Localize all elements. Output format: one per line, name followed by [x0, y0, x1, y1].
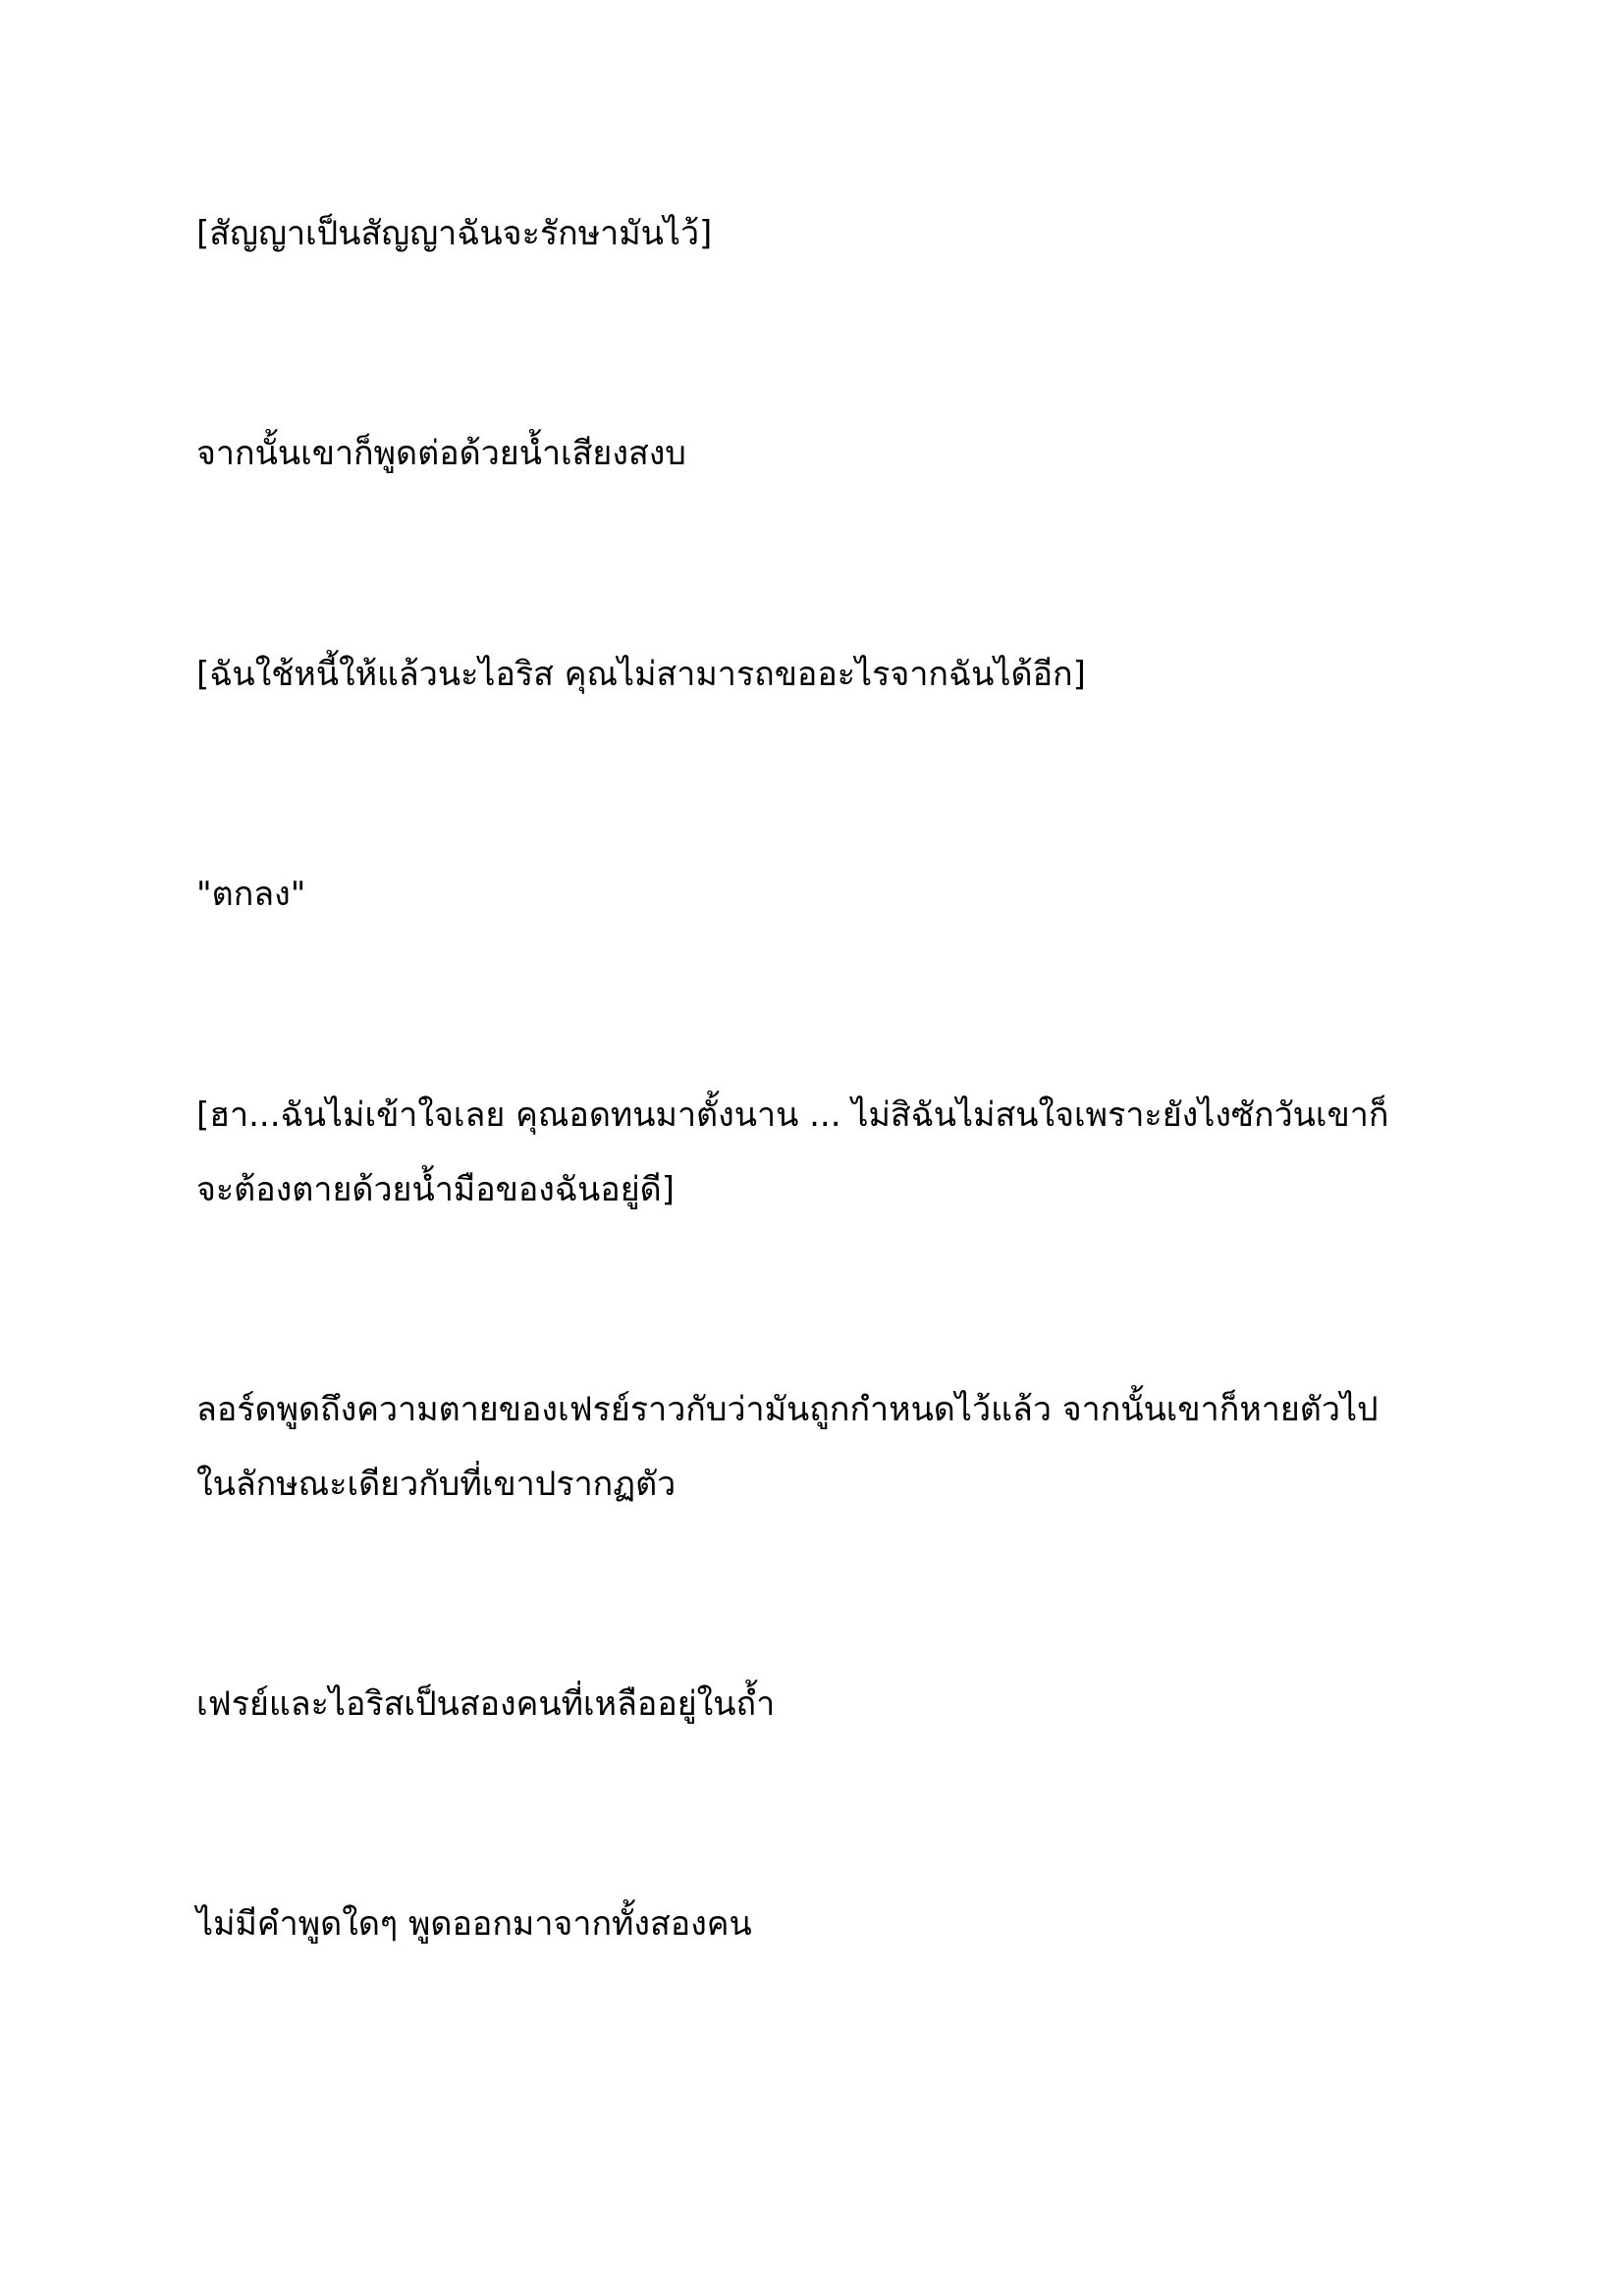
paragraph-7 [196, 1667, 1443, 1741]
text-line: ในลักษณะเดียวกับที่เขาปรากฏตัว [196, 1465, 677, 1504]
text-line: [สัญญาเป็นสัญญาฉันจะรักษามันไว้] [196, 214, 713, 253]
paragraph-4 [196, 857, 1443, 932]
text-line: "ตกลง" [196, 875, 306, 914]
text-line: จากนั้นเขาก็พูดต่อด้วยน้ำเสียงสงบ [196, 434, 686, 473]
text-line: จะต้องตายด้วยน้ำมือของฉันอยู่ดี] [196, 1170, 675, 1209]
text-line: [ฉันใช้หนี้ให้แล้วนะไอริส คุณไม่สามารถขออะไรจากฉันได้อีก] [196, 655, 1086, 694]
paragraph-1 [196, 196, 1443, 271]
text-line: ลอร์ดพูดถึงความตายของเฟรย์ราวกับว่ามันถูกกำหนดไว้แล้ว จากนั้นเขาก็หายตัวไป [196, 1390, 1379, 1429]
paragraph-2 [196, 416, 1443, 491]
text-line: ไม่มีคำพูดใดๆ พูดออกมาจากทั้งสองคน [196, 1904, 752, 1944]
paragraph-6 [196, 1372, 1443, 1522]
text-line: [ฮา...ฉันไม่เข้าใจเลย คุณอดทนมาตั้งนาน ... ไม่สิฉันไม่สนใจเพราะยังไงซักวันเขาก็ [196, 1095, 1389, 1135]
paragraph-5 [196, 1078, 1443, 1227]
paragraph-8 [196, 1887, 1443, 1961]
paragraph-3 [196, 637, 1443, 712]
text-line: เฟรย์และไอริสเป็นสองคนที่เหลืออยู่ในถ้ำ [196, 1684, 776, 1724]
